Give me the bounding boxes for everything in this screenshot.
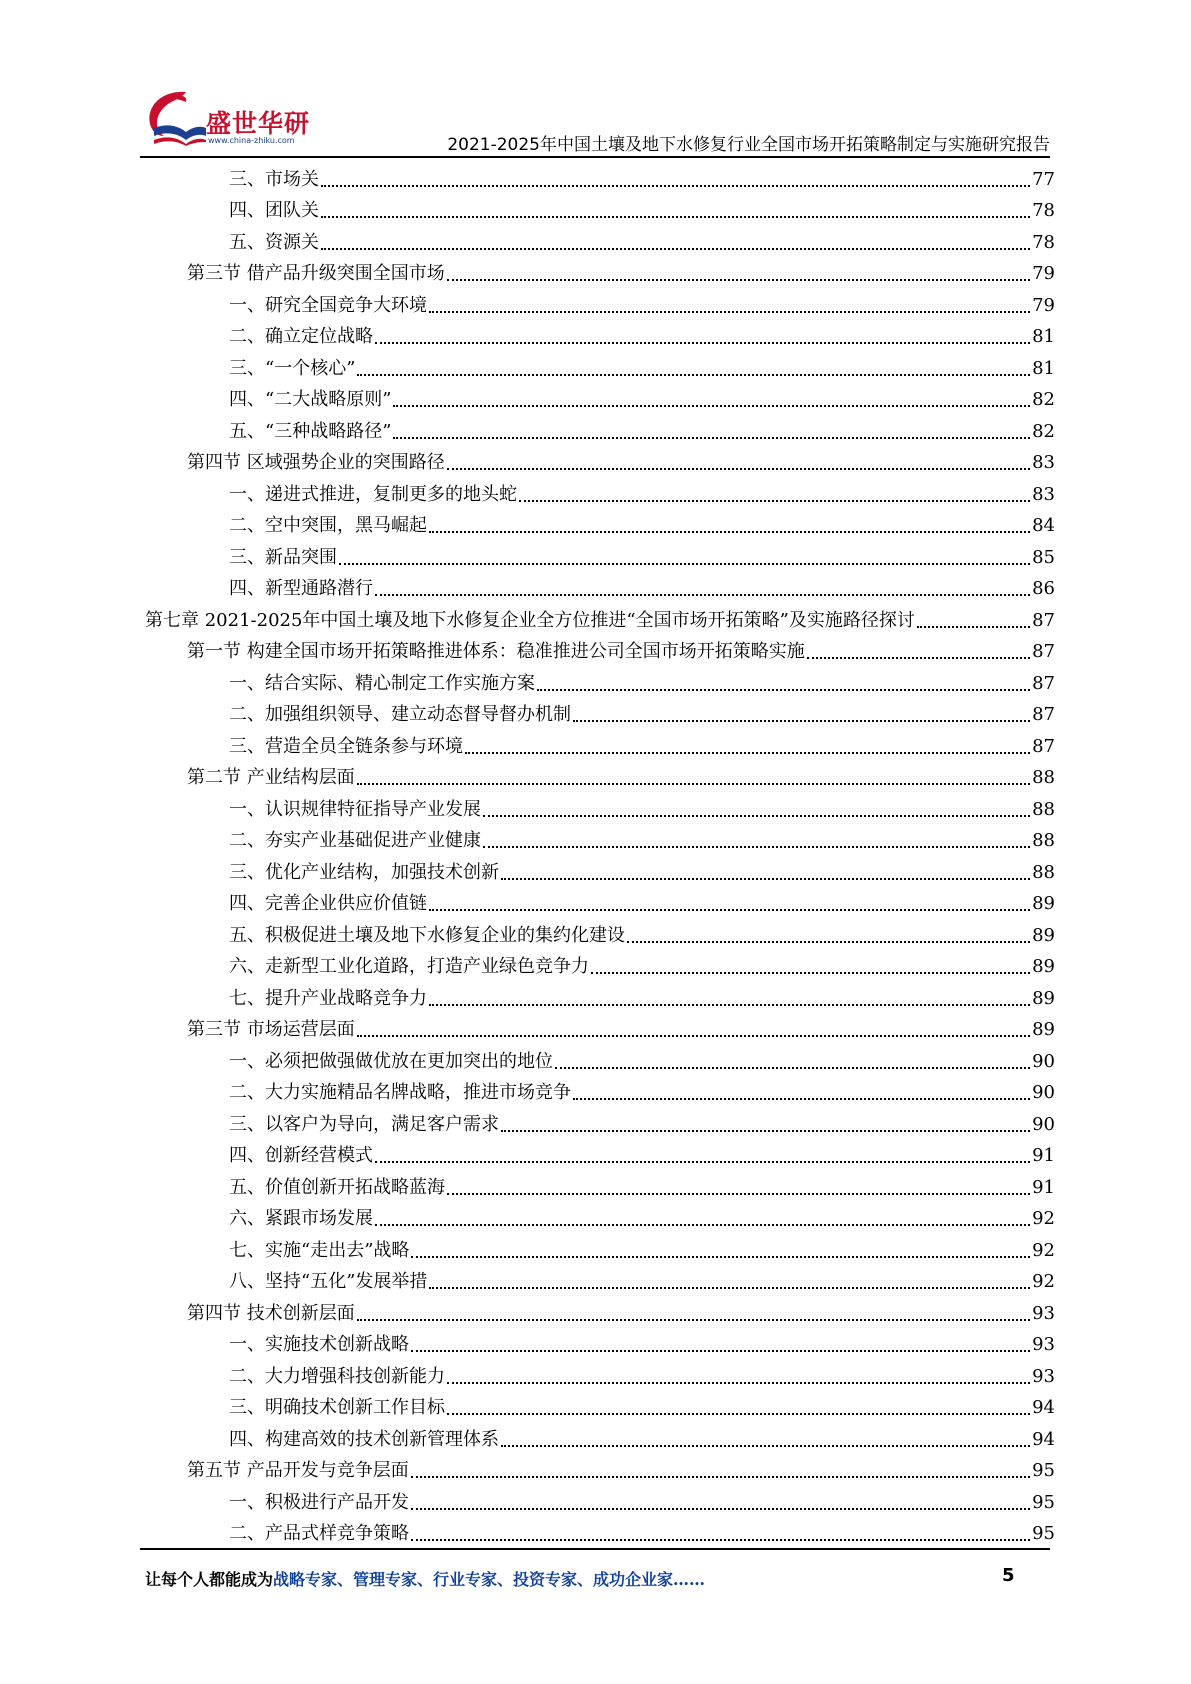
toc-page-number: 90 — [1032, 1050, 1055, 1072]
toc-dot-leader — [429, 299, 1030, 313]
toc-entry-title: 二、确立定位战略 — [229, 326, 373, 347]
toc-dot-leader — [339, 551, 1030, 565]
toc-subsection-entry[interactable] — [145, 1483, 1055, 1515]
toc-page-number: 91 — [1032, 1145, 1055, 1166]
toc-entry-title: 一、研究全国竞争大环境 — [229, 294, 427, 316]
toc-subsection-entry[interactable] — [145, 160, 1055, 192]
toc-entry-title: 第二节 产业结构层面 — [187, 767, 355, 788]
toc-entry-title: 七、实施“走出去”战略 — [229, 1239, 410, 1261]
toc-entry-title: 一、必须把做强做优放在更加突出的地位 — [229, 1050, 553, 1072]
toc-dot-leader — [357, 362, 1030, 376]
toc-subsection-entry[interactable] — [145, 664, 1055, 696]
toc-page-number: 89 — [1032, 956, 1055, 977]
logo-icon — [140, 84, 210, 154]
toc-page-number: 83 — [1032, 483, 1055, 505]
toc-page-number: 88 — [1032, 798, 1055, 820]
toc-page-number: 91 — [1032, 1176, 1055, 1198]
footer-slogan — [145, 1567, 705, 1590]
toc-page-number: 87 — [1032, 735, 1055, 757]
toc-entry-title: 二、产品式样竞争策略 — [229, 1523, 409, 1544]
toc-section-entry[interactable] — [145, 1452, 1055, 1484]
toc-page-number: 95 — [1032, 1460, 1055, 1481]
toc-entry-title: 二、加强组织领导、建立动态督导督办机制 — [229, 704, 571, 725]
toc-dot-leader — [375, 1149, 1030, 1163]
toc-entry-title: 六、走新型工业化道路，打造产业绿色竞争力 — [229, 956, 589, 977]
toc-page-number: 93 — [1032, 1365, 1055, 1387]
toc-dot-leader — [537, 677, 1030, 691]
toc-section-entry[interactable] — [145, 1294, 1055, 1326]
toc-page-number: 82 — [1032, 389, 1055, 410]
toc-dot-leader — [357, 771, 1030, 785]
toc-page-number: 94 — [1032, 1397, 1055, 1418]
toc-dot-leader — [411, 1338, 1030, 1352]
toc-page-number: 82 — [1032, 420, 1055, 442]
toc-dot-leader — [447, 1401, 1030, 1415]
toc-page-number: 95 — [1032, 1491, 1055, 1513]
toc-dot-leader — [573, 1086, 1030, 1100]
toc-entry-title: 五、价值创新开拓战略蓝海 — [229, 1176, 445, 1198]
toc-entry-title: 三、优化产业结构，加强技术创新 — [229, 861, 499, 883]
toc-page-number: 92 — [1032, 1271, 1055, 1292]
toc-entry-title: 四、新型通路潜行 — [229, 578, 373, 599]
toc-dot-leader — [555, 1055, 1030, 1069]
toc-page-number: 83 — [1032, 452, 1055, 473]
toc-page-number: 78 — [1032, 200, 1055, 221]
toc-page-number: 87 — [1032, 704, 1055, 725]
logo-url: www.china-zhiku.com — [208, 136, 295, 145]
toc-dot-leader — [627, 929, 1030, 943]
toc-subsection-entry[interactable] — [145, 948, 1055, 980]
toc-entry-title: 一、递进式推进，复制更多的地头蛇 — [229, 483, 517, 505]
toc-subsection-entry[interactable] — [145, 727, 1055, 759]
toc-dot-leader — [573, 708, 1030, 722]
header-divider — [140, 156, 1050, 158]
toc-dot-leader — [411, 1527, 1030, 1541]
toc-page-number: 79 — [1032, 294, 1055, 316]
toc-dot-leader — [411, 1464, 1030, 1478]
toc-subsection-entry[interactable] — [145, 1105, 1055, 1137]
toc-subsection-entry[interactable] — [145, 916, 1055, 948]
toc-page-number: 85 — [1032, 546, 1055, 568]
toc-page-number: 81 — [1032, 357, 1055, 379]
toc-entry-title: 二、夯实产业基础促进产业健康 — [229, 830, 481, 851]
toc-dot-leader — [393, 393, 1030, 407]
toc-entry-title: 二、大力增强科技创新能力 — [229, 1365, 445, 1387]
toc-entry-title: 四、团队关 — [229, 200, 319, 221]
toc-page-number: 90 — [1032, 1082, 1055, 1103]
company-logo — [140, 84, 320, 154]
toc-entry-title: 一、认识规律特征指导产业发展 — [229, 798, 481, 820]
toc-dot-leader — [375, 1212, 1030, 1226]
toc-dot-leader — [321, 173, 1030, 187]
toc-subsection-entry[interactable] — [145, 853, 1055, 885]
toc-subsection-entry[interactable] — [145, 192, 1055, 224]
toc-page-number: 89 — [1032, 1019, 1055, 1040]
toc-subsection-entry[interactable] — [145, 1389, 1055, 1421]
toc-subsection-entry[interactable] — [145, 979, 1055, 1011]
toc-page-number: 88 — [1032, 861, 1055, 883]
toc-subsection-entry[interactable] — [145, 1420, 1055, 1452]
toc-subsection-entry[interactable] — [145, 1168, 1055, 1200]
toc-entry-title: 第四节 区域强势企业的突围路径 — [187, 452, 445, 473]
toc-subsection-entry[interactable] — [145, 223, 1055, 255]
toc-entry-title: 三、营造全员全链条参与环境 — [229, 735, 463, 757]
toc-section-entry[interactable] — [145, 759, 1055, 791]
toc-dot-leader — [807, 645, 1030, 659]
toc-subsection-entry[interactable] — [145, 1515, 1055, 1547]
toc-subsection-entry[interactable] — [145, 1326, 1055, 1358]
toc-entry-title: 三、新品突围 — [229, 546, 337, 568]
toc-page-number: 78 — [1032, 231, 1055, 253]
footer-divider — [140, 1548, 1050, 1550]
toc-dot-leader — [483, 803, 1030, 817]
toc-dot-leader — [429, 897, 1030, 911]
toc-entry-title: 三、以客户为导向，满足客户需求 — [229, 1113, 499, 1135]
toc-entry-title: 第五节 产品开发与竞争层面 — [187, 1460, 409, 1481]
toc-dot-leader — [447, 267, 1030, 281]
toc-entry-title: 五、积极促进土壤及地下水修复企业的集约化建设 — [229, 924, 625, 946]
toc-dot-leader — [501, 1433, 1030, 1447]
toc-dot-leader — [357, 1023, 1030, 1037]
toc-page-number: 94 — [1032, 1428, 1055, 1450]
toc-section-entry[interactable] — [145, 444, 1055, 476]
toc-subsection-entry[interactable] — [145, 570, 1055, 602]
toc-dot-leader — [447, 1181, 1030, 1195]
toc-dot-leader — [375, 582, 1030, 596]
toc-section-entry[interactable] — [145, 255, 1055, 287]
toc-subsection-entry[interactable] — [145, 822, 1055, 854]
toc-entry-title: 二、大力实施精品名牌战略，推进市场竞争 — [229, 1082, 571, 1103]
toc-subsection-entry[interactable] — [145, 1137, 1055, 1169]
toc-entry-title: 第一节 构建全国市场开拓策略推进体系：稳准推进公司全国市场开拓策略实施 — [187, 641, 805, 662]
toc-page-number: 79 — [1032, 263, 1055, 284]
toc-entry-title: 第三节 市场运营层面 — [187, 1019, 355, 1040]
toc-section-entry[interactable] — [145, 1011, 1055, 1043]
toc-entry-title: 四、构建高效的技术创新管理体系 — [229, 1428, 499, 1450]
toc-dot-leader — [519, 488, 1030, 502]
toc-dot-leader — [375, 330, 1030, 344]
toc-page-number: 88 — [1032, 767, 1055, 788]
toc-dot-leader — [483, 834, 1030, 848]
toc-dot-leader — [591, 960, 1030, 974]
toc-entry-title: 三、市场关 — [229, 168, 319, 190]
toc-page-number: 86 — [1032, 578, 1055, 599]
toc-subsection-entry[interactable] — [145, 790, 1055, 822]
toc-subsection-entry[interactable] — [145, 318, 1055, 350]
toc-subsection-entry[interactable] — [145, 1074, 1055, 1106]
toc-dot-leader — [393, 425, 1030, 439]
toc-entry-title: 第七章 2021-2025年中国土壤及地下水修复企业全方位推进“全国市场开拓策略”及实施路径探讨 — [145, 609, 915, 631]
toc-entry-title: 第三节 借产品升级突围全国市场 — [187, 263, 445, 284]
toc-dot-leader — [429, 519, 1030, 533]
toc-entry-title: 一、实施技术创新战略 — [229, 1334, 409, 1355]
toc-entry-title: 五、资源关 — [229, 231, 319, 253]
toc-page-number: 95 — [1032, 1523, 1055, 1544]
toc-page-number: 87 — [1032, 672, 1055, 694]
page-number: 5 — [1002, 1565, 1015, 1586]
toc-entry-title: 六、紧跟市场发展 — [229, 1208, 373, 1229]
toc-page-number: 89 — [1032, 924, 1055, 946]
toc-entry-title: 四、“二大战略原则” — [229, 389, 392, 410]
toc-page-number: 90 — [1032, 1113, 1055, 1135]
toc-subsection-entry[interactable] — [145, 381, 1055, 413]
report-title: 2021-2025年中国土壤及地下水修复行业全国市场开拓策略制定与实施研究报告 — [447, 135, 1050, 155]
toc-page-number: 84 — [1032, 515, 1055, 536]
toc-entry-title: 三、“一个核心” — [229, 357, 356, 379]
toc-section-entry[interactable] — [145, 633, 1055, 665]
toc-dot-leader — [501, 1118, 1030, 1132]
toc-subsection-entry[interactable] — [145, 1231, 1055, 1263]
toc-subsection-entry[interactable] — [145, 1200, 1055, 1232]
slogan-accent: 战略专家、管理专家、行业专家、投资专家、成功企业家…… — [273, 1570, 706, 1589]
page-header — [140, 80, 1050, 158]
toc-entry-title: 三、明确技术创新工作目标 — [229, 1397, 445, 1418]
toc-dot-leader — [429, 992, 1030, 1006]
toc-subsection-entry[interactable] — [145, 538, 1055, 570]
toc-subsection-entry[interactable] — [145, 1042, 1055, 1074]
toc-entry-title: 一、结合实际、精心制定工作实施方案 — [229, 672, 535, 694]
toc-dot-leader — [465, 740, 1030, 754]
toc-dot-leader — [411, 1496, 1030, 1510]
toc-chapter-entry[interactable] — [145, 601, 1055, 633]
toc-subsection-entry[interactable] — [145, 286, 1055, 318]
toc-entry-title: 七、提升产业战略竞争力 — [229, 987, 427, 1009]
toc-dot-leader — [321, 204, 1030, 218]
toc-page-number: 87 — [1032, 609, 1055, 631]
toc-entry-title: 四、创新经营模式 — [229, 1145, 373, 1166]
logo-name: 盛世华研 — [206, 109, 311, 138]
toc-dot-leader — [917, 614, 1030, 628]
toc-entry-title: 二、空中突围，黑马崛起 — [229, 515, 427, 536]
toc-entry-title: 第四节 技术创新层面 — [187, 1302, 355, 1324]
toc-subsection-entry[interactable] — [145, 1357, 1055, 1389]
toc-entry-title: 八、坚持“五化”发展举措 — [229, 1271, 428, 1292]
toc-dot-leader — [447, 1370, 1030, 1384]
toc-entry-title: 五、“三种战略路径” — [229, 420, 392, 442]
toc-page-number: 92 — [1032, 1208, 1055, 1229]
toc-dot-leader — [429, 1275, 1030, 1289]
toc-page-number: 93 — [1032, 1302, 1055, 1324]
toc-subsection-entry[interactable] — [145, 696, 1055, 728]
toc-dot-leader — [321, 236, 1030, 250]
toc-dot-leader — [411, 1244, 1030, 1258]
toc-entry-title: 一、积极进行产品开发 — [229, 1491, 409, 1513]
toc-entry-title: 四、完善企业供应价值链 — [229, 893, 427, 914]
toc-page-number: 81 — [1032, 326, 1055, 347]
toc-page-number: 93 — [1032, 1334, 1055, 1355]
toc-page-number: 92 — [1032, 1239, 1055, 1261]
toc-page-number: 89 — [1032, 987, 1055, 1009]
toc-subsection-entry[interactable] — [145, 349, 1055, 381]
toc-subsection-entry[interactable] — [145, 507, 1055, 539]
toc-dot-leader — [357, 1307, 1030, 1321]
toc-page-number: 87 — [1032, 641, 1055, 662]
toc-page-number: 89 — [1032, 893, 1055, 914]
toc-dot-leader — [501, 866, 1030, 880]
slogan-prefix: 让每个人都能成为 — [145, 1570, 274, 1589]
table-of-contents — [145, 160, 1055, 1546]
toc-subsection-entry[interactable] — [145, 885, 1055, 917]
toc-page-number: 88 — [1032, 830, 1055, 851]
toc-dot-leader — [447, 456, 1030, 470]
toc-page-number: 77 — [1032, 168, 1055, 190]
toc-subsection-entry[interactable] — [145, 412, 1055, 444]
toc-subsection-entry[interactable] — [145, 1263, 1055, 1295]
toc-subsection-entry[interactable] — [145, 475, 1055, 507]
